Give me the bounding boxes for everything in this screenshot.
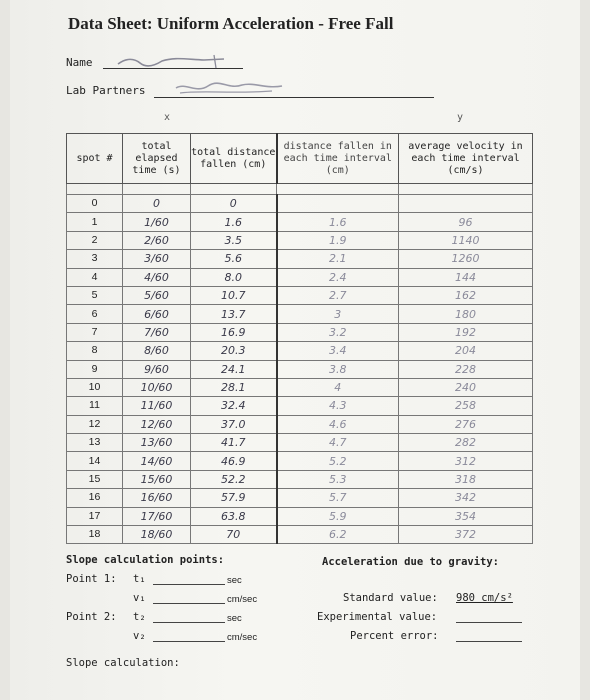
header-distance: total distance fallen (cm): [191, 134, 277, 184]
spot-cell: 10: [67, 378, 123, 396]
header-spot: spot #: [67, 134, 123, 184]
distance-cell: 37.0: [191, 415, 277, 433]
v2-blank[interactable]: [153, 641, 225, 642]
spot-cell: 9: [67, 360, 123, 378]
time-cell: 0: [123, 195, 191, 213]
velocity-cell: 1260: [399, 250, 533, 268]
velocity-cell: 354: [399, 507, 533, 525]
velocity-cell: 228: [399, 360, 533, 378]
velocity-cell: [399, 195, 533, 213]
distance-cell: 1.6: [191, 213, 277, 231]
slope-calc-label: Slope calculation:: [66, 657, 180, 669]
velocity-cell: 342: [399, 489, 533, 507]
t2-blank[interactable]: [153, 622, 225, 623]
time-cell: 14/60: [123, 452, 191, 470]
velocity-cell: 162: [399, 286, 533, 304]
table-row: [67, 378, 533, 396]
experimental-blank[interactable]: [456, 622, 522, 623]
interval-cell: 4.3: [277, 397, 399, 415]
distance-cell: 20.3: [191, 342, 277, 360]
table-row: [67, 268, 533, 286]
interval-cell: 3: [277, 305, 399, 323]
table-row: [67, 526, 533, 544]
interval-cell: 2.1: [277, 250, 399, 268]
t2-label: t₂: [133, 611, 146, 623]
header-gap-row: [67, 184, 533, 195]
distance-cell: 16.9: [191, 323, 277, 341]
table-row: [67, 470, 533, 488]
time-cell: 2/60: [123, 231, 191, 249]
spot-cell: 11: [67, 397, 123, 415]
velocity-cell: 318: [399, 470, 533, 488]
time-cell: 8/60: [123, 342, 191, 360]
velocity-cell: 372: [399, 526, 533, 544]
interval-cell: 4.7: [277, 434, 399, 452]
spot-cell: 4: [67, 268, 123, 286]
velocity-cell: 192: [399, 323, 533, 341]
spot-cell: 1: [67, 213, 123, 231]
data-table: [66, 133, 533, 544]
interval-cell: 4: [277, 378, 399, 396]
distance-cell: 3.5: [191, 231, 277, 249]
table-row: [67, 434, 533, 452]
velocity-cell: 144: [399, 268, 533, 286]
spot-cell: 0: [67, 195, 123, 213]
time-cell: 13/60: [123, 434, 191, 452]
velocity-cell: 258: [399, 397, 533, 415]
partners-signature: [172, 80, 292, 98]
time-cell: 11/60: [123, 397, 191, 415]
interval-cell: 3.2: [277, 323, 399, 341]
interval-cell: 4.6: [277, 415, 399, 433]
distance-cell: 32.4: [191, 397, 277, 415]
header-time: total elapsed time (s): [123, 134, 191, 184]
experimental-label: Experimental value:: [317, 611, 438, 623]
table-row: [67, 195, 533, 213]
interval-cell: [277, 195, 399, 213]
t1-blank[interactable]: [153, 584, 225, 585]
table-row: [67, 489, 533, 507]
percent-label: Percent error:: [350, 630, 439, 642]
spot-cell: 8: [67, 342, 123, 360]
data-sheet: [10, 0, 580, 700]
table-row: [67, 250, 533, 268]
spot-cell: 17: [67, 507, 123, 525]
table-row: [67, 213, 533, 231]
distance-cell: 57.9: [191, 489, 277, 507]
distance-cell: 46.9: [191, 452, 277, 470]
interval-cell: 2.7: [277, 286, 399, 304]
partners-label: Lab Partners: [66, 84, 146, 97]
time-cell: 5/60: [123, 286, 191, 304]
v1-label: v₁: [133, 592, 146, 604]
time-cell: 17/60: [123, 507, 191, 525]
spot-cell: 15: [67, 470, 123, 488]
table-row: [67, 305, 533, 323]
time-cell: 3/60: [123, 250, 191, 268]
time-cell: 4/60: [123, 268, 191, 286]
table-row: [67, 397, 533, 415]
velocity-cell: 312: [399, 452, 533, 470]
distance-cell: 24.1: [191, 360, 277, 378]
interval-cell: 3.4: [277, 342, 399, 360]
table-row: [67, 342, 533, 360]
v1-unit: cm/sec: [227, 594, 258, 605]
interval-cell: 5.2: [277, 452, 399, 470]
spot-cell: 3: [67, 250, 123, 268]
spot-cell: 14: [67, 452, 123, 470]
distance-cell: 10.7: [191, 286, 277, 304]
distance-cell: 0: [191, 195, 277, 213]
interval-cell: 5.3: [277, 470, 399, 488]
velocity-cell: 180: [399, 305, 533, 323]
spot-cell: 7: [67, 323, 123, 341]
time-cell: 9/60: [123, 360, 191, 378]
slope-heading: Slope calculation points:: [66, 554, 225, 566]
distance-cell: 28.1: [191, 378, 277, 396]
point1-label: Point 1:: [66, 573, 117, 585]
time-cell: 18/60: [123, 526, 191, 544]
time-cell: 15/60: [123, 470, 191, 488]
distance-cell: 70: [191, 526, 277, 544]
distance-cell: 8.0: [191, 268, 277, 286]
v2-label: v₂: [133, 630, 146, 642]
interval-cell: 5.7: [277, 489, 399, 507]
time-cell: 1/60: [123, 213, 191, 231]
distance-cell: 63.8: [191, 507, 277, 525]
table-row: [67, 286, 533, 304]
table-row: [67, 360, 533, 378]
velocity-cell: 276: [399, 415, 533, 433]
velocity-cell: 1140: [399, 231, 533, 249]
header-interval-distance: distance fallen in each time interval (cm): [277, 134, 399, 184]
header-velocity: average velocity in each time interval (cm/s): [399, 134, 533, 184]
spot-cell: 12: [67, 415, 123, 433]
t2-unit: sec: [227, 613, 242, 624]
name-signature: [114, 54, 234, 70]
velocity-cell: 282: [399, 434, 533, 452]
table-row: [67, 507, 533, 525]
percent-blank[interactable]: [456, 641, 522, 642]
table-row: [67, 231, 533, 249]
velocity-cell: 240: [399, 378, 533, 396]
distance-cell: 41.7: [191, 434, 277, 452]
time-cell: 10/60: [123, 378, 191, 396]
velocity-cell: 204: [399, 342, 533, 360]
spot-cell: 13: [67, 434, 123, 452]
standard-label: Standard value:: [343, 592, 438, 604]
interval-cell: 1.9: [277, 231, 399, 249]
interval-cell: 3.8: [277, 360, 399, 378]
spot-cell: 5: [67, 286, 123, 304]
v1-blank[interactable]: [153, 603, 225, 604]
table-row: [67, 415, 533, 433]
time-cell: 16/60: [123, 489, 191, 507]
y-axis-mark: y: [457, 112, 464, 123]
velocity-cell: 96: [399, 213, 533, 231]
distance-cell: 52.2: [191, 470, 277, 488]
spot-cell: 18: [67, 526, 123, 544]
time-cell: 7/60: [123, 323, 191, 341]
page-title: Data Sheet: Uniform Acceleration - Free Fall: [68, 14, 394, 33]
standard-value: 980 cm/s²: [456, 592, 513, 604]
spot-cell: 6: [67, 305, 123, 323]
interval-cell: 1.6: [277, 213, 399, 231]
distance-cell: 5.6: [191, 250, 277, 268]
interval-cell: 5.9: [277, 507, 399, 525]
time-cell: 6/60: [123, 305, 191, 323]
spot-cell: 16: [67, 489, 123, 507]
spot-cell: 2: [67, 231, 123, 249]
x-axis-mark: x: [164, 112, 171, 123]
distance-cell: 13.7: [191, 305, 277, 323]
v2-unit: cm/sec: [227, 632, 258, 643]
t1-unit: sec: [227, 575, 242, 586]
gravity-heading: Acceleration due to gravity:: [322, 556, 500, 568]
table-row: [67, 452, 533, 470]
interval-cell: 6.2: [277, 526, 399, 544]
time-cell: 12/60: [123, 415, 191, 433]
table-row: [67, 323, 533, 341]
table-header-row: [67, 134, 533, 184]
t1-label: t₁: [133, 573, 146, 585]
point2-label: Point 2:: [66, 611, 117, 623]
interval-cell: 2.4: [277, 268, 399, 286]
name-label: Name: [66, 56, 93, 69]
